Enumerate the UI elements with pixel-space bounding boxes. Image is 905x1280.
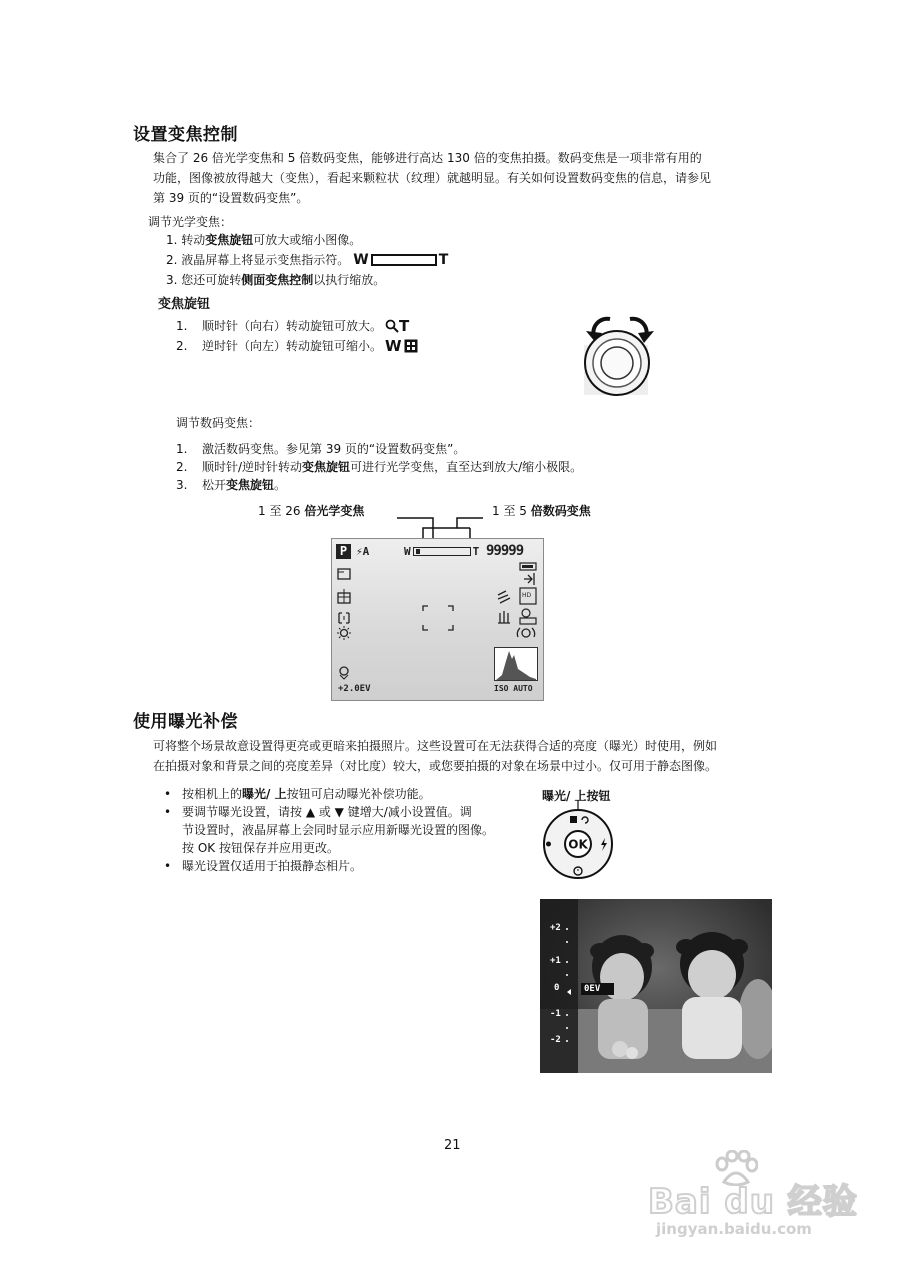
exposure-intro	[153, 736, 793, 776]
knob-steps	[176, 316, 476, 356]
control-pad-icon	[538, 800, 620, 880]
watermark-url: jingyan.baidu.com	[656, 1220, 812, 1238]
label-text: 1 至 26	[258, 504, 305, 518]
optical-step	[166, 270, 586, 290]
wide-grid-icon	[385, 336, 418, 356]
bullet-text: 按 OK 按钮保存并应用更改。	[182, 841, 339, 855]
step-text: 松开	[202, 478, 227, 492]
indicator-w: W	[353, 252, 369, 268]
digital-step	[176, 458, 676, 476]
wide-letter: W	[385, 337, 402, 355]
label-digital-range	[492, 502, 591, 520]
step-num: 2.	[176, 339, 188, 353]
bullet-text: 曝光设置仅适用于拍摄静态相片。	[182, 859, 363, 873]
bullet-item: • 要调节曝光设置，请按 ▲ 或 ▼ 键增大/减小设置值。调	[164, 805, 472, 819]
shot-counter: 99999	[486, 543, 524, 559]
knob-step	[176, 336, 476, 356]
ev-scale-tick: -1	[550, 1009, 561, 1019]
focus-frame	[422, 605, 454, 631]
lcd-zoom-w: W	[404, 545, 411, 558]
svg-text:HD: HD	[522, 592, 532, 599]
watermark-brand: Bai du 经验	[648, 1182, 858, 1222]
ev-scale-tick: +2	[550, 923, 561, 933]
ev-scale-tick: 0	[554, 983, 560, 993]
ev-scale-dots	[565, 923, 577, 1051]
optical-heading: 调节光学变焦：	[148, 215, 233, 229]
lcd-right-icons	[494, 561, 540, 643]
step-text: 。	[274, 478, 287, 492]
bullet-text: 按相机上的	[182, 787, 243, 801]
step-text: 1. 转动	[166, 233, 206, 247]
ev-readout: +2.0EV	[338, 684, 371, 694]
section-title-exposure: 使用曝光补偿	[133, 712, 238, 732]
intro-line: 第 39 页的“设置数码变焦”。	[153, 191, 309, 205]
bullet-text: 按钮可启动曝光补偿功能。	[286, 787, 431, 801]
step-text: 以执行缩放。	[313, 273, 386, 287]
digital-steps	[176, 440, 676, 494]
step-text: 可进行光学变焦，直至达到放大/缩小极限。	[350, 460, 583, 474]
step-text: 顺时针（向右）转动旋钮可放大。	[202, 319, 383, 333]
lcd-screen	[331, 538, 544, 701]
label-text: 1 至 5	[492, 504, 531, 518]
bullet-bold: 曝光/ 上	[242, 787, 287, 801]
intro-line: 集合了 26 倍光学变焦和 5 倍数码变焦，能够进行高达 130 倍的变焦拍摄。数码变焦是一项非常有用的	[153, 151, 702, 165]
step-num: 1.	[176, 442, 188, 456]
exposure-bullets	[164, 785, 534, 875]
optical-step	[166, 230, 586, 250]
step-text: 可放大或缩小图像。	[253, 233, 362, 247]
intro-line: 在拍摄对象和背景之间的亮度差异（对比度）较大，或您要拍摄的对象在场景中过小。仅可用于静态图像。	[153, 759, 718, 773]
baidu-watermark	[648, 1150, 858, 1240]
label-optical-range	[258, 502, 364, 520]
iso-readout: ISO AUTO	[494, 684, 533, 693]
label-bold: 倍光学变焦	[304, 504, 365, 518]
bullet-item	[164, 821, 534, 839]
page-number: 21	[444, 1138, 461, 1153]
bullet-text: 要调节曝光设置，请按 ▲ 或 ▼ 键增大/减小设置值。调	[182, 805, 472, 819]
zoom-indicator-icon	[353, 250, 448, 270]
zoom-intro	[153, 148, 793, 208]
histogram	[494, 647, 538, 681]
knob-heading: 变焦旋钮	[158, 297, 211, 312]
step-bold: 变焦旋钮	[302, 460, 351, 474]
step-bold: 变焦旋钮	[226, 478, 275, 492]
indicator-t: T	[438, 252, 449, 268]
digital-heading: 调节数码变焦：	[176, 416, 261, 430]
section-title-zoom: 设置变焦控制	[133, 125, 238, 145]
exposure-sample-photo	[540, 899, 772, 1073]
step-text: 激活数码变焦。参见第 39 页的“设置数码变焦”。	[202, 442, 466, 456]
zoom-dial-icon	[580, 305, 660, 405]
step-num: 2.	[176, 460, 188, 474]
tele-letter: T	[399, 317, 410, 335]
magnify-icon	[385, 316, 409, 336]
step-bold: 变焦旋钮	[205, 233, 254, 247]
bullet-item: • 按相机上的曝光/ 上按钮可启动曝光补偿功能。	[164, 787, 431, 801]
lcd-zoom-bar	[404, 545, 479, 558]
optical-steps	[166, 230, 586, 290]
step-text: 逆时针（向左）转动旋钮可缩小。	[202, 339, 383, 353]
optical-step	[166, 250, 586, 270]
digital-step	[176, 476, 676, 494]
step-num: 1.	[176, 319, 188, 333]
flash-icon: ⚡A	[356, 545, 370, 558]
step-num: 3.	[176, 478, 188, 492]
bullet-item	[164, 839, 534, 857]
lcd-zoom-t: T	[472, 545, 480, 558]
bullet-text: 节设置时，液晶屏幕上会同时显示应用新曝光设置的图像。	[182, 823, 495, 837]
intro-line: 功能，图像被放得越大（变焦），看起来颗粒状（纹理）就越明显。有关如何设置数码变焦的信息，请参见	[153, 171, 712, 185]
step-bold: 侧面变焦控制	[241, 273, 314, 287]
step-text: 3. 您还可旋转	[166, 273, 242, 287]
lcd-left-icons	[336, 567, 352, 697]
ev-scale-tick: +1	[550, 956, 561, 966]
digital-step	[176, 440, 676, 458]
mode-badge: P	[336, 544, 351, 559]
button-label: 曝光/ 上按钮	[542, 789, 611, 803]
ev-value-badge: 0EV	[581, 983, 614, 995]
label-bold: 倍数码变焦	[530, 504, 591, 518]
ev-scale-tick: -2	[550, 1035, 561, 1045]
svg-text:OK: OK	[568, 837, 588, 852]
knob-step	[176, 316, 476, 336]
bullet-item: • 曝光设置仅适用于拍摄静态相片。	[164, 859, 363, 873]
intro-line: 可将整个场景故意设置得更亮或更暗来拍摄照片。这些设置可在无法获得合适的亮度（曝光）时使用，例如	[153, 739, 718, 753]
step-text: 2. 液晶屏幕上将显示变焦指示符。	[166, 253, 350, 267]
step-text: 顺时针/逆时针转动	[202, 460, 303, 474]
